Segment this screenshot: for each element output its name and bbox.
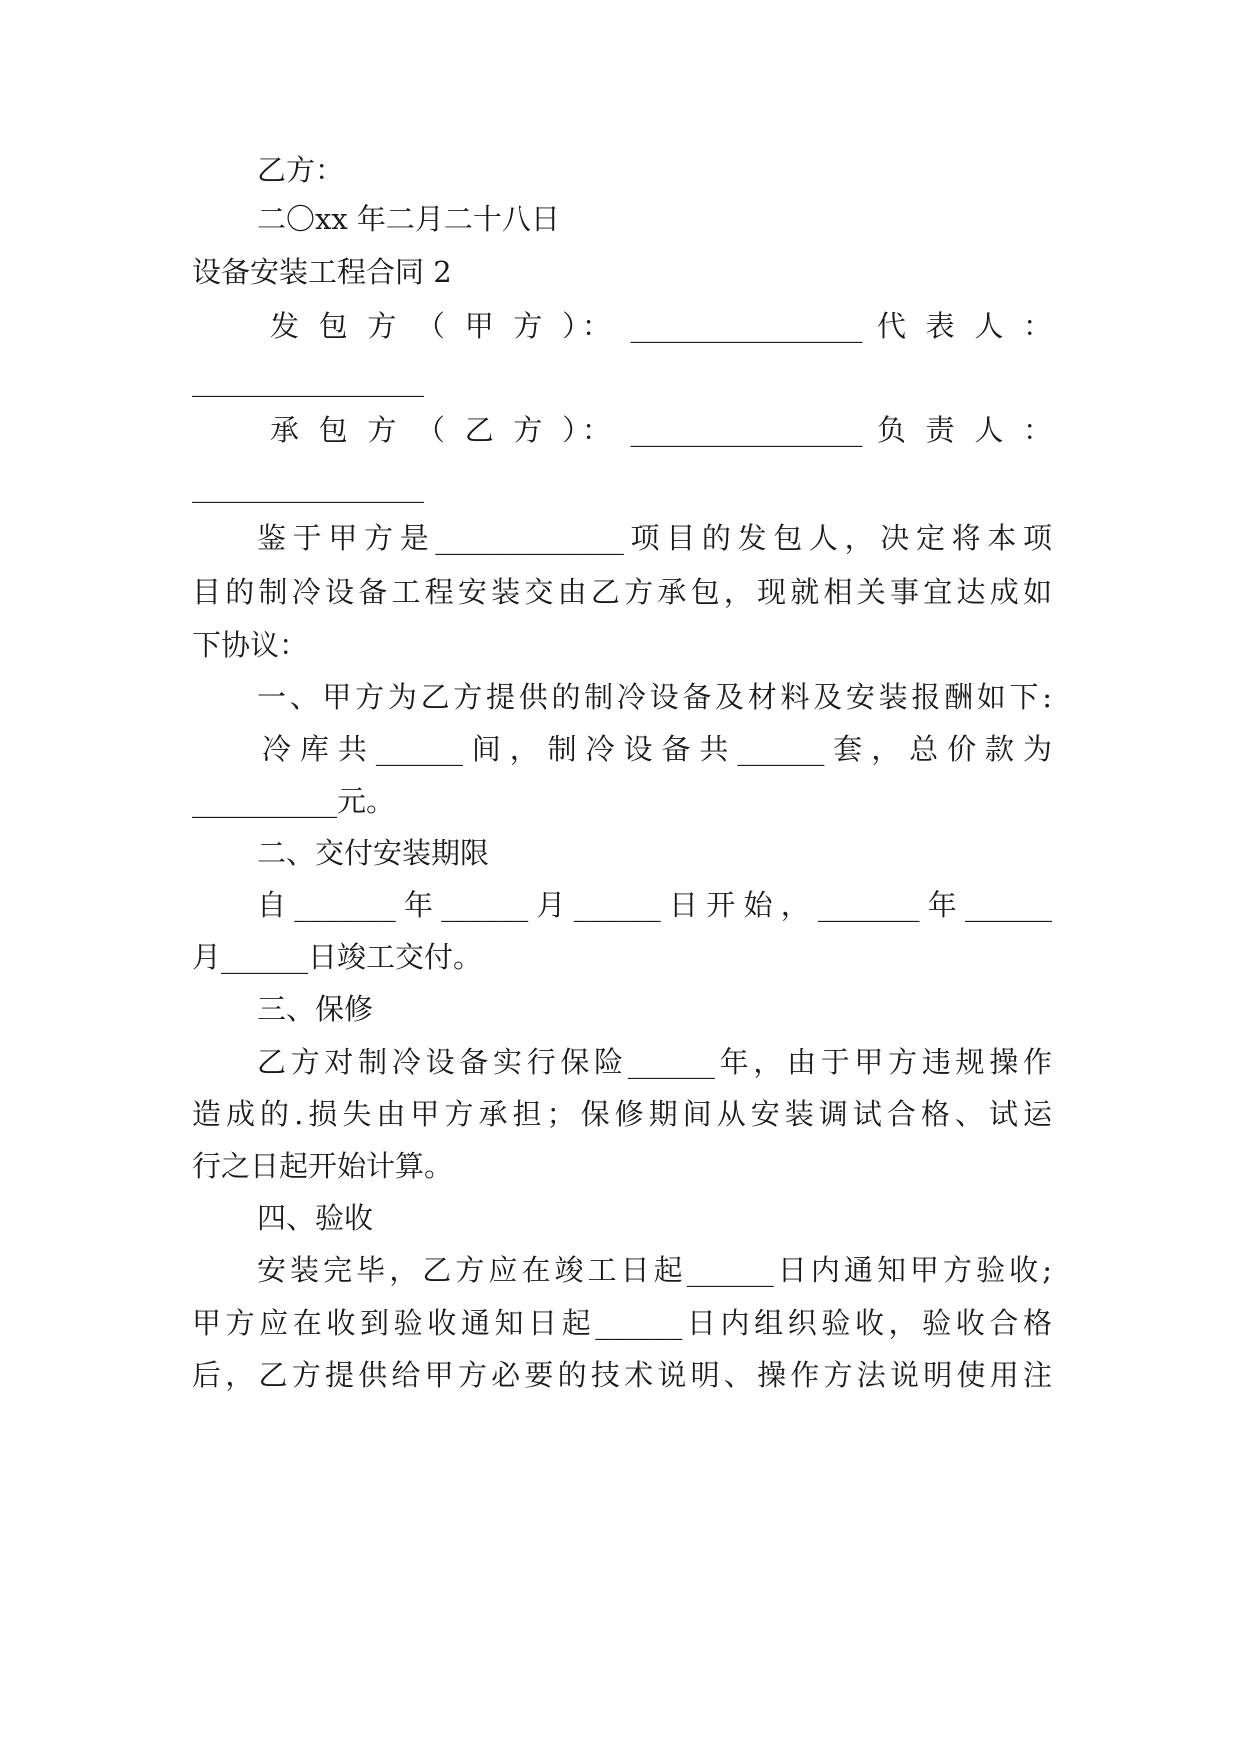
preamble-line-1: 鉴于甲方是_____________项目的发包人，决定将本项 xyxy=(257,521,1052,555)
section-4-body-line-1: 安装完毕，乙方应在竣工日起______日内通知甲方验收; xyxy=(257,1253,1052,1287)
section-3-heading: 三、保修 xyxy=(257,992,374,1026)
section-4-heading: 四、验收 xyxy=(257,1201,374,1235)
section-2-heading: 二、交付安装期限 xyxy=(257,836,490,870)
section-1-body-line-2: __________元。 xyxy=(192,784,396,818)
section-1-heading: 一、甲方为乙方提供的制冷设备及材料及安装报酬如下: xyxy=(257,680,1052,714)
section-4-body-line-2: 甲方应在收到验收通知日起______日内组织验收，验收合格 xyxy=(192,1306,1052,1340)
employer-representative-blank: ________________ xyxy=(192,363,424,397)
employer-line: 发 包 方 （ 甲 方 ）： ________________ 代 表 人 ： xyxy=(270,309,1052,343)
section-4-body-line-3: 后，乙方提供给甲方必要的技术说明、操作方法说明使用注 xyxy=(192,1358,1052,1392)
section-1-body-line-1: 冷库共______间，制冷设备共______套，总价款为 xyxy=(262,732,1052,766)
section-3-body-line-2: 造成的.损失由甲方承担；保修期间从安装调试合格、试运 xyxy=(192,1097,1052,1131)
party-b-label: 乙方： xyxy=(257,153,345,187)
contractor-line: 承 包 方 （ 乙 方 ）： ________________ 负 责 人 ： xyxy=(270,413,1052,447)
section-2-body-line-1: 自_______年______月______日开始，_______年______ xyxy=(257,888,1052,922)
preamble-line-2: 目的制冷设备工程安装交由乙方承包，现就相关事宜达成如 xyxy=(192,575,1052,609)
section-3-body-line-1: 乙方对制冷设备实行保险______年，由于甲方违规操作 xyxy=(257,1045,1052,1079)
contractor-responsible-blank: ________________ xyxy=(192,469,424,503)
contract-title: 设备安装工程合同 2 xyxy=(192,255,452,289)
section-2-body-line-2: 月______日竣工交付。 xyxy=(192,940,483,974)
preamble-line-3: 下协议： xyxy=(192,628,309,662)
date-line: 二〇xx 年二月二十八日 xyxy=(257,202,560,236)
section-3-body-line-3: 行之日起开始计算。 xyxy=(192,1149,454,1183)
